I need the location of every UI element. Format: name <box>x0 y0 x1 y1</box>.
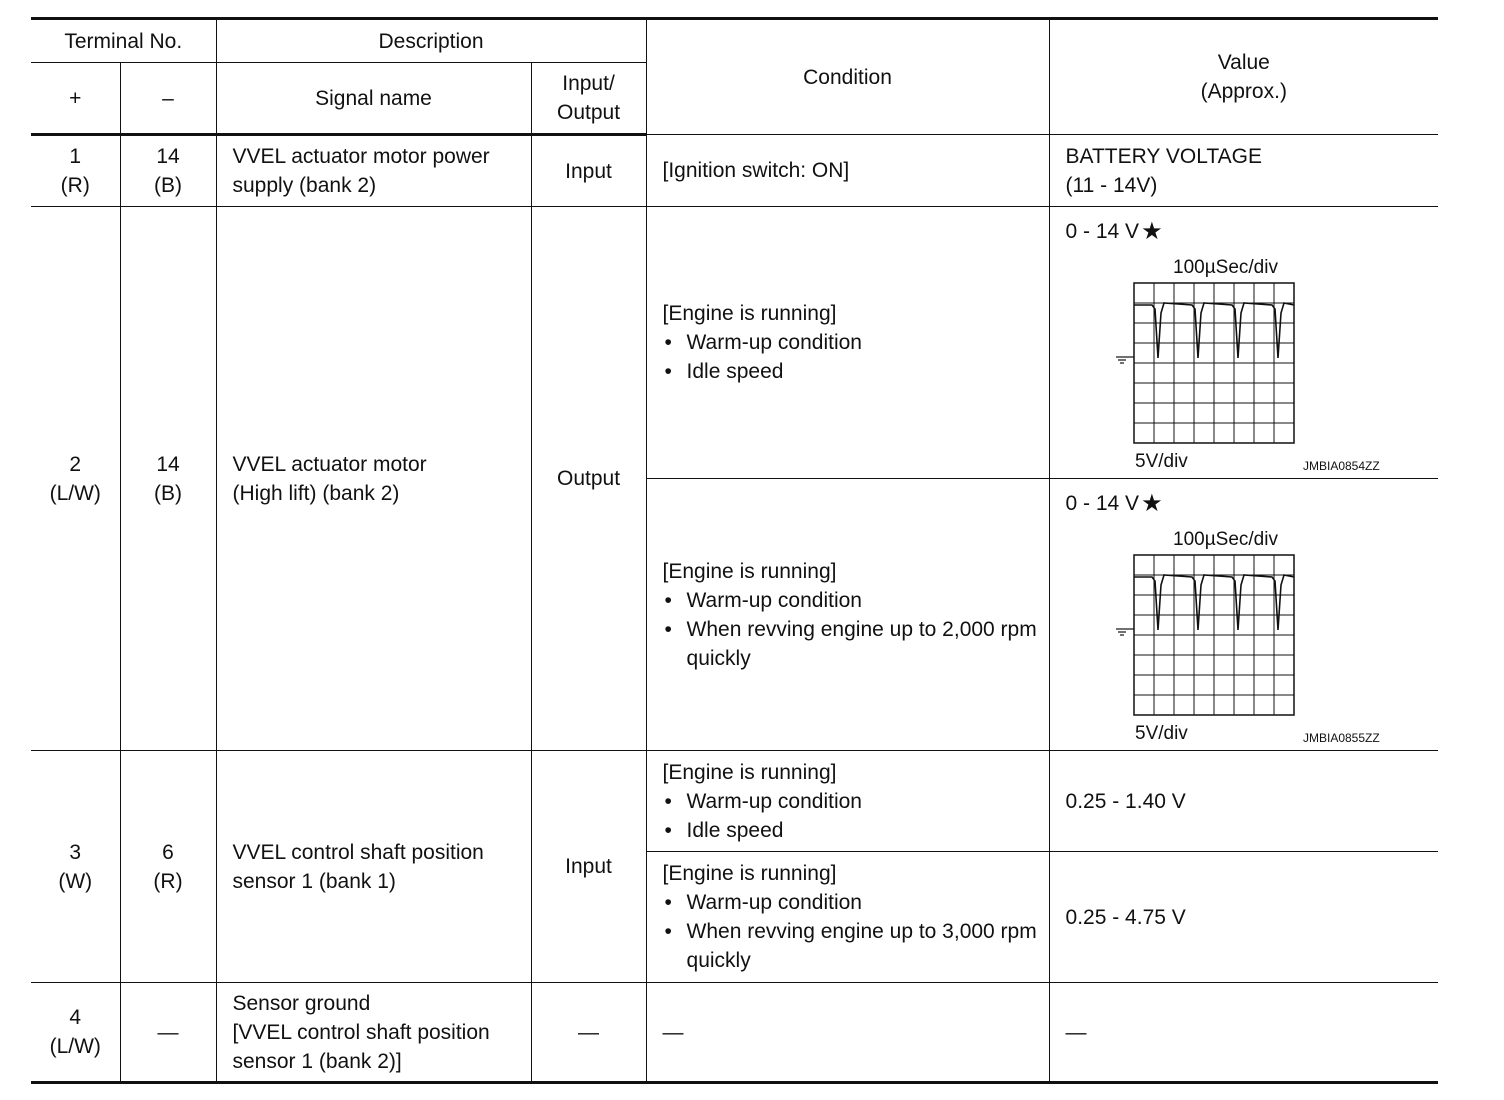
table-row <box>31 751 1438 852</box>
header-description: Description <box>216 19 646 63</box>
scope-grid <box>1116 555 1294 715</box>
terminal-number: 4 <box>69 1006 82 1029</box>
star-icon: ★ <box>1141 489 1163 517</box>
condition-bullet: • Warm-up condition <box>663 586 1041 615</box>
io-cell: Input <box>531 135 646 207</box>
header-input-output <box>531 63 646 135</box>
terminal-number: 3 <box>69 840 82 864</box>
wire-color: (B) <box>154 481 182 505</box>
condition-cell: [Ignition switch: ON] <box>646 135 1049 207</box>
value-cell: — <box>1049 983 1438 1083</box>
terminal-minus: — <box>120 983 216 1083</box>
terminal-number: 14 <box>156 145 180 168</box>
table-row <box>31 983 1438 1083</box>
value-cell <box>1049 135 1438 207</box>
value-range: 0 - 14 V <box>1065 492 1140 515</box>
condition-bullet: • Idle speed <box>663 816 1041 845</box>
scope-grid <box>1116 283 1294 443</box>
terminal-plus <box>31 135 120 207</box>
signal-line: VVEL actuator motor <box>232 452 427 476</box>
wire-color: (R) <box>153 869 183 893</box>
value-cell <box>1049 207 1438 479</box>
signal-name <box>216 751 531 983</box>
header-minus: – <box>120 63 216 135</box>
signal-line: (High lift) (bank 2) <box>232 481 400 505</box>
scope-time-label: 100µSec/div <box>1172 257 1278 278</box>
condition-cell <box>646 852 1049 983</box>
header-value-line2: (Approx.) <box>1200 80 1287 103</box>
value-cell: 0.25 - 4.75 V <box>1049 852 1438 983</box>
header-io-line2: Output <box>556 101 621 124</box>
signal-name <box>216 135 531 207</box>
terminal-minus <box>120 135 216 207</box>
terminal-minus <box>120 751 216 983</box>
terminal-number: 14 <box>156 452 180 476</box>
terminal-plus <box>31 983 120 1083</box>
condition-cell <box>646 751 1049 852</box>
signal-line: [VVEL control shaft position <box>232 1020 490 1044</box>
value-header <box>1066 489 1431 518</box>
signal-line: VVEL actuator motor power <box>232 145 490 168</box>
io-cell: — <box>531 983 646 1083</box>
condition-bullet: • Warm-up condition <box>663 888 1041 917</box>
terminal-number: 2 <box>69 452 82 476</box>
oscilloscope-waveform <box>1066 518 1406 750</box>
oscilloscope-svg <box>1066 246 1406 478</box>
condition-bullet: • When revving engine up to 2,000 rpm quickly <box>663 615 1041 673</box>
wire-color: (L/W) <box>49 481 101 505</box>
header-signal-name: Signal name <box>216 63 531 135</box>
terminal-number: 1 <box>69 145 82 168</box>
star-icon: ★ <box>1141 217 1163 245</box>
wire-color: (L/W) <box>49 1035 101 1058</box>
signal-line: VVEL control shaft position <box>232 840 484 864</box>
scope-volt-label: 5V/div <box>1134 723 1188 744</box>
condition-list <box>663 888 1041 975</box>
condition-cell <box>646 207 1049 479</box>
value-line: (11 - 14V) <box>1065 173 1158 197</box>
condition-head: [Engine is running] <box>662 862 837 885</box>
terminal-minus <box>120 207 216 751</box>
scope-figure-id: JMBIA0854ZZ <box>1302 459 1380 473</box>
condition-list <box>663 787 1041 845</box>
header-plus: + <box>31 63 120 135</box>
header-terminal-no: Terminal No. <box>31 19 216 63</box>
header-condition: Condition <box>646 19 1049 135</box>
condition-list <box>663 328 1041 386</box>
terminal-spec-table <box>31 17 1438 1084</box>
condition-cell <box>646 479 1049 751</box>
signal-line: Sensor ground <box>232 991 371 1015</box>
value-cell: 0.25 - 1.40 V <box>1049 751 1438 852</box>
signal-line: supply (bank 2) <box>232 174 377 197</box>
value-cell <box>1049 479 1438 751</box>
value-range: 0 - 14 V <box>1065 220 1140 243</box>
value-line: BATTERY VOLTAGE <box>1065 144 1262 168</box>
wire-color: (R) <box>60 174 90 197</box>
condition-cell: — <box>646 983 1049 1083</box>
terminal-number: 6 <box>162 840 174 864</box>
scope-volt-label: 5V/div <box>1134 451 1188 472</box>
condition-bullet: • Warm-up condition <box>663 787 1041 816</box>
oscilloscope-svg <box>1066 518 1406 750</box>
scope-figure-id: JMBIA0855ZZ <box>1302 731 1380 745</box>
terminal-plus <box>31 751 120 983</box>
value-header <box>1066 217 1431 246</box>
condition-bullet: • Idle speed <box>663 357 1041 386</box>
condition-bullet: • When revving engine up to 3,000 rpm quickly <box>663 917 1041 975</box>
condition-head: [Engine is running] <box>662 302 837 325</box>
header-value <box>1049 19 1438 135</box>
condition-head: [Engine is running] <box>662 760 837 784</box>
condition-bullet: • Warm-up condition <box>663 328 1041 357</box>
io-cell: Output <box>531 207 646 751</box>
table-row <box>31 135 1438 207</box>
signal-name <box>216 207 531 751</box>
condition-list <box>663 586 1041 673</box>
oscilloscope-waveform <box>1066 246 1406 478</box>
header-value-line1: Value <box>1217 51 1270 74</box>
wire-color: (W) <box>58 869 93 893</box>
io-cell: Input <box>531 751 646 983</box>
wire-color: (B) <box>154 174 182 197</box>
signal-name <box>216 983 531 1083</box>
condition-head: [Engine is running] <box>662 559 837 583</box>
scope-time-label: 100µSec/div <box>1172 529 1278 550</box>
signal-line: sensor 1 (bank 1) <box>232 869 396 893</box>
signal-line: sensor 1 (bank 2)] <box>232 1049 402 1073</box>
header-io-line1: Input/ <box>562 72 615 95</box>
terminal-plus <box>31 207 120 751</box>
table-row <box>31 207 1438 479</box>
